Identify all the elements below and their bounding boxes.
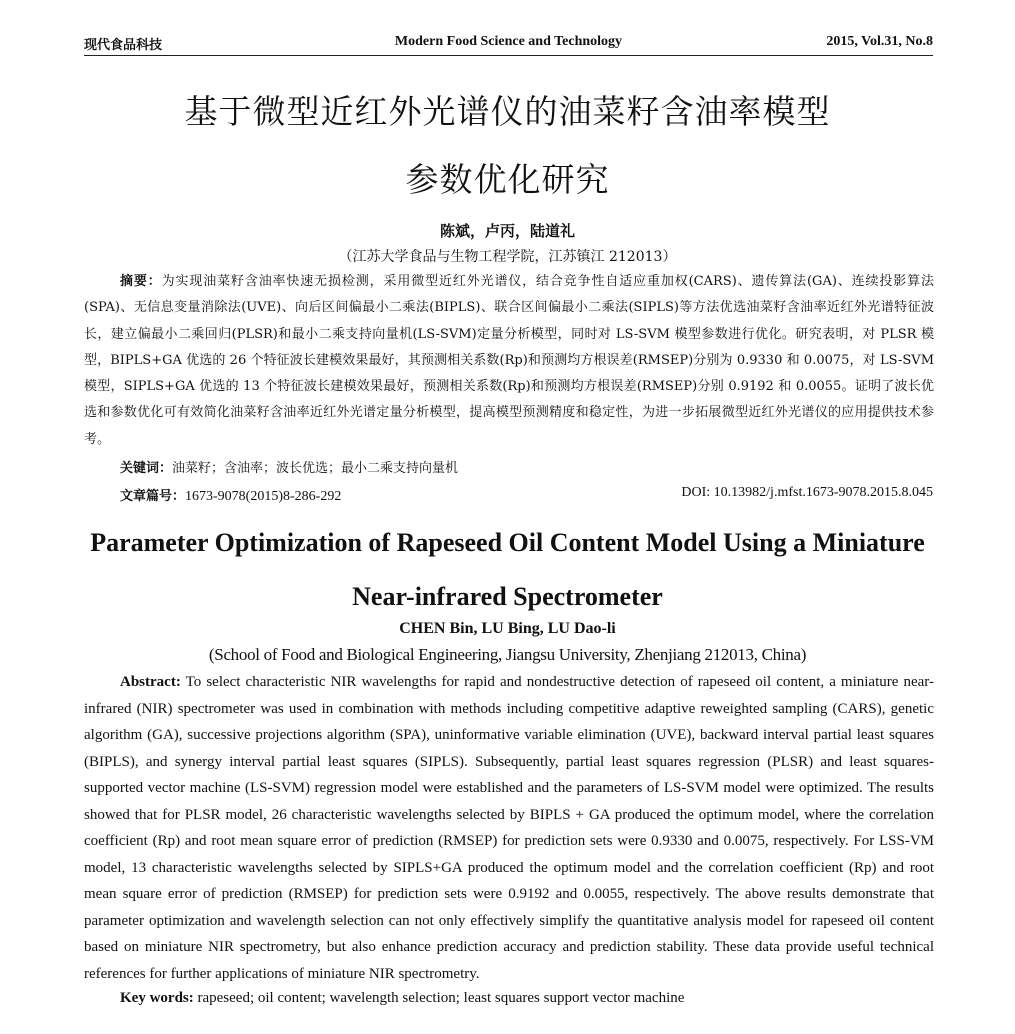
abstract-en-text: To select characteristic NIR wavelengths for rapid and nondestructive detection of rapeseed oil content, a miniature near-infrared (NIR) spectrometer was used in combination with methods including competitive adaptive reweighted sampling (CARS), genetic algorithm (GA), successive projections algorithm (SPA), uninformative variable elimination (UVE), backward interval partial least squares (BIPLS), and synergy interval partial least squares (SIPLS). Subsequently, partial least squares regression (PLSR) and least squares-supported vector machine (LS-SVM) regression model were established and the parameters of LS-SVM model were optimized. The results showed that for PLSR model, 26 characteristic wavelengths selected by BIPLS + GA produced the optimum model, where the correlation coefficient (Rp) and root mean square error of prediction (RMSEP) for prediction sets were 0.9330 and 0.0075, respectively. For LSS-VM model, 13 characteristic wavelengths selected by SIPLS+GA produced the optimum model and the correlation coefficient (Rp) and root mean square error of prediction (RMSEP) for prediction sets were 0.9192 and 0.0055, respectively. The above results demonstrate that parameter optimization and wavelength selection can not only effectively simplify the quantitative analysis model for rapeseed oil content based on miniature NIR spectrometry, but also enhance prediction accuracy and prediction stability. These data provide useful technical references for further applications of miniature NIR spectrometry. [84, 674, 934, 982]
paper-title-en-line1: Parameter Optimization of Rapeseed Oil Content Model Using a Miniature [90, 528, 925, 557]
authors-en: CHEN Bin, LU Bing, LU Dao-li [399, 620, 616, 637]
journal-name-en: Modern Food Science and Technology [394, 34, 623, 49]
paper-title-cn [60, 88, 955, 204]
keywords-cn-text: 油菜籽；含油率；波长优选；最小二乘支持向量机 [172, 461, 459, 476]
abstract-cn-text: 为实现油菜籽含油率快速无损检测，采用微型近红外光谱仪，结合竞争性自适应重加权(CARS)、遗传算法(GA)、连续投影算法(SPA)、无信息变量消除法(UVE)、向后区间偏最小二乘法(BIPLS)、联合区间偏最小二乘法(SIPLS)等方法优选油菜籽含油率近红外光谱特征波长，建立偏最小二乘回归(PLSR)和最小二乘支持向量机(LS-SVM)定量分析模型，同时对 LS-SVM 模型参数进行优化。研究表明，对 PLSR 模型，BIPLS+GA 优选的 26 个特征波长建模效果最好，其预测相关系数(Rp)和预测均方根误差(RMSEP)分别为 0.9330 和 0.0075，对 LS-SVM 模型，SIPLS+GA 优选的 13 个特征波长建模效果最好，预测相关系数(Rp)和预测均方根误差(RMSEP)分别 0.9192 和 0.0055。证明了波长优选和参数优化可有效简化油菜籽含油率近红外光谱定量分析模型，提高模型预测精度和稳定性，为进一步拓展微型近红外光谱仪的应用提供技术参考。 [84, 274, 934, 447]
keywords-en [84, 990, 934, 1007]
issue-info: 2015, Vol.31, No.8 [826, 34, 933, 49]
affiliation-cn: （江苏大学食品与生物工程学院，江苏镇江 212013） [338, 249, 677, 265]
paper-title-cn-line1: 基于微型近红外光谱仪的油菜籽含油率模型 [184, 92, 831, 131]
abstract-cn-label: 摘要： [120, 274, 162, 289]
keywords-cn-label: 关键词： [120, 461, 173, 476]
paper-title-cn-line2: 参数优化研究 [405, 160, 610, 199]
affiliation-en: (School of Food and Biological Engineering, Jiangsu University, Zhenjiang 212013, China) [208, 645, 807, 664]
article-number-value: 1673-9078(2015)8-286-292 [185, 489, 342, 504]
authors-cn: 陈斌，卢丙，陆道礼 [439, 222, 575, 240]
running-header [84, 33, 933, 56]
article-number [120, 485, 341, 505]
keywords-cn [84, 457, 934, 476]
article-number-label: 文章篇号： [120, 489, 186, 504]
doi: DOI: 10.13982/j.mfst.1673-9078.2015.8.045 [681, 485, 933, 500]
abstract-en-label: Abstract: [120, 674, 181, 690]
keywords-en-text: rapeseed; oil content; wavelength selection; least squares support vector machine [197, 990, 685, 1006]
keywords-en-label: Key words: [120, 990, 194, 1006]
abstract-cn [84, 269, 934, 453]
paper-title-en-line2: Near-infrared Spectrometer [352, 582, 663, 611]
journal-name-cn: 现代食品科技 [84, 38, 163, 53]
abstract-en [84, 669, 934, 987]
paper-title-en [60, 516, 955, 624]
